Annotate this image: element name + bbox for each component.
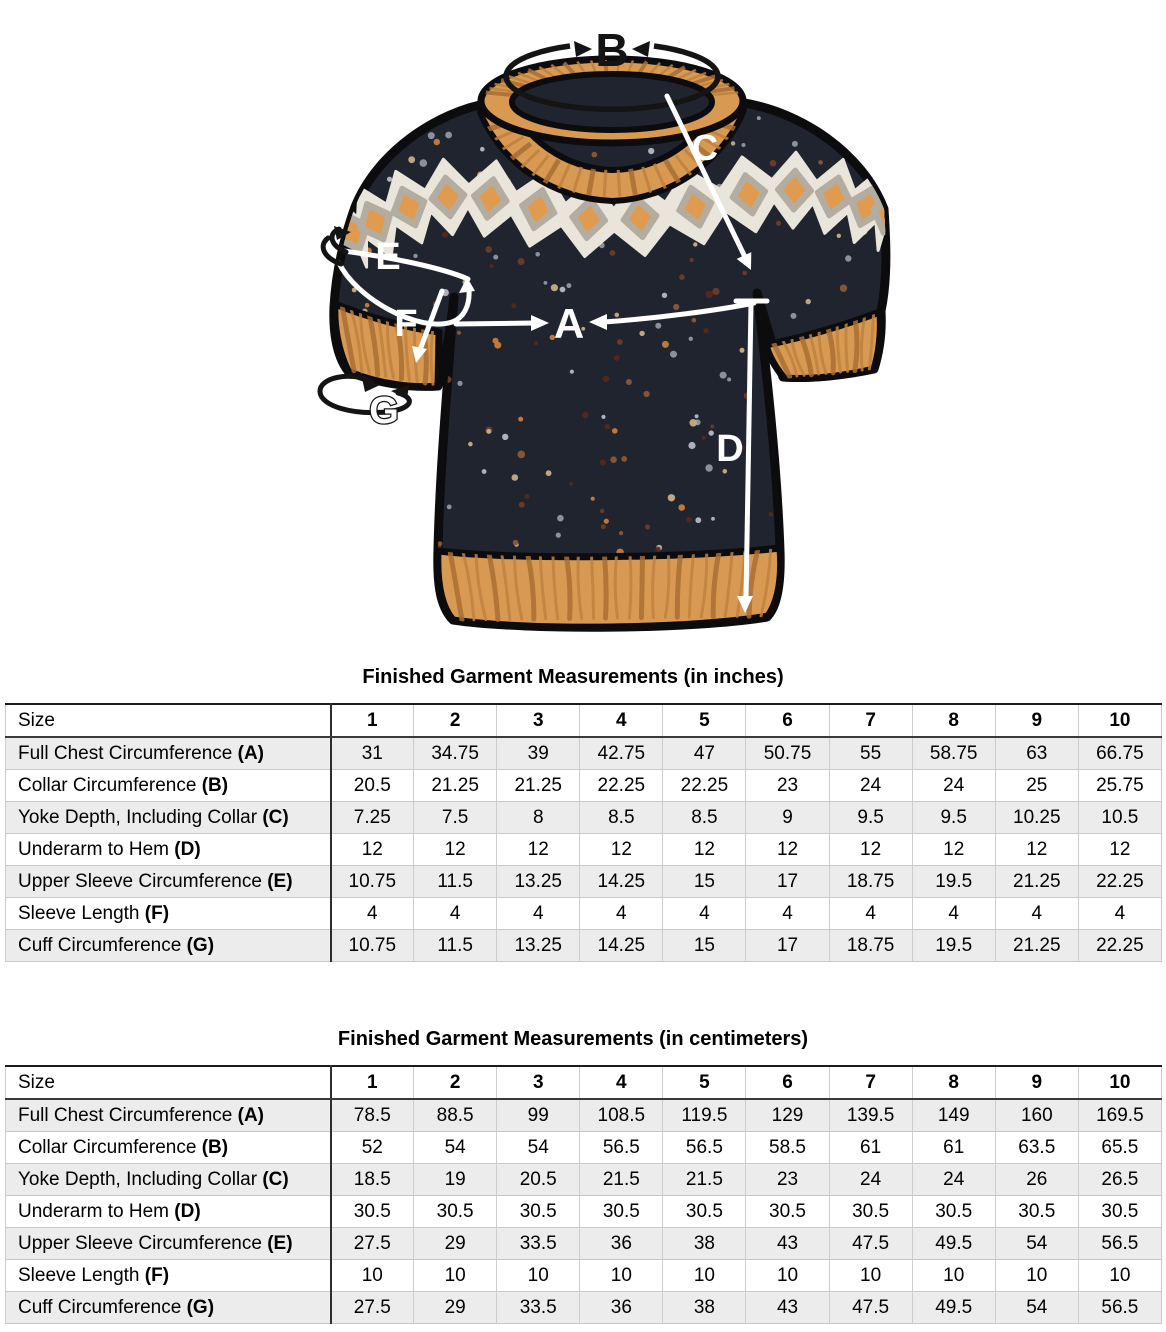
- size-column-header: 2: [414, 704, 497, 737]
- value-cell: 47.5: [829, 1228, 912, 1260]
- value-cell: 14.25: [580, 930, 663, 962]
- value-cell: 56.5: [1078, 1228, 1161, 1260]
- size-column-header: 9: [995, 1066, 1078, 1099]
- value-cell: 36: [580, 1292, 663, 1324]
- table-row: [6, 1196, 1162, 1228]
- row-label-cell: [6, 1164, 331, 1196]
- value-cell: 7.5: [414, 802, 497, 834]
- value-cell: 10.75: [331, 930, 414, 962]
- row-label: Full Chest Circumference: [18, 1104, 233, 1126]
- label-length-d: D: [716, 428, 744, 470]
- value-cell: 12: [331, 834, 414, 866]
- row-label: Yoke Depth, Including Collar: [18, 1168, 258, 1190]
- value-cell: 10.75: [331, 866, 414, 898]
- value-cell: 17: [746, 866, 829, 898]
- value-cell: 30.5: [497, 1196, 580, 1228]
- value-cell: 10: [995, 1260, 1078, 1292]
- size-column-header: 6: [746, 704, 829, 737]
- value-cell: 21.25: [497, 770, 580, 802]
- value-cell: 19.5: [912, 930, 995, 962]
- value-cell: 54: [497, 1132, 580, 1164]
- value-cell: 30.5: [414, 1196, 497, 1228]
- value-cell: 50.75: [746, 737, 829, 770]
- value-cell: 19: [414, 1164, 497, 1196]
- value-cell: 10: [331, 1260, 414, 1292]
- size-column-header: 3: [497, 1066, 580, 1099]
- row-label: Cuff Circumference: [18, 1296, 182, 1318]
- value-cell: 30.5: [331, 1196, 414, 1228]
- row-letter: (A): [237, 1104, 265, 1126]
- value-cell: 17: [746, 930, 829, 962]
- value-cell: 25: [995, 770, 1078, 802]
- value-cell: 149: [912, 1099, 995, 1132]
- value-cell: 31: [331, 737, 414, 770]
- header-row: [6, 704, 1162, 737]
- row-letter: (E): [267, 870, 293, 892]
- value-cell: 65.5: [1078, 1132, 1161, 1164]
- size-column-header: 6: [746, 1066, 829, 1099]
- value-cell: 58.5: [746, 1132, 829, 1164]
- size-column-header: 8: [912, 1066, 995, 1099]
- size-column-header: 7: [829, 704, 912, 737]
- value-cell: 8.5: [580, 802, 663, 834]
- row-letter: (C): [262, 1168, 289, 1190]
- row-label-cell: [6, 1132, 331, 1164]
- value-cell: 11.5: [414, 930, 497, 962]
- row-letter: (E): [267, 1232, 293, 1254]
- value-cell: 52: [331, 1132, 414, 1164]
- value-cell: 4: [1078, 898, 1161, 930]
- value-cell: 63.5: [995, 1132, 1078, 1164]
- value-cell: 10: [912, 1260, 995, 1292]
- row-label: Sleeve Length: [18, 902, 140, 924]
- size-column-header: 8: [912, 704, 995, 737]
- value-cell: 13.25: [497, 866, 580, 898]
- value-cell: 10: [580, 1260, 663, 1292]
- value-cell: 129: [746, 1099, 829, 1132]
- row-label-cell: [6, 737, 331, 770]
- label-cuff-g: G: [369, 390, 399, 432]
- value-cell: 30.5: [995, 1196, 1078, 1228]
- value-cell: 61: [912, 1132, 995, 1164]
- row-label: Underarm to Hem: [18, 838, 169, 860]
- row-letter: (F): [144, 902, 170, 924]
- size-column-header: 7: [829, 1066, 912, 1099]
- row-label: Underarm to Hem: [18, 1200, 169, 1222]
- row-label: Full Chest Circumference: [18, 742, 233, 764]
- value-cell: 23: [746, 770, 829, 802]
- value-cell: 38: [663, 1228, 746, 1260]
- value-cell: 4: [414, 898, 497, 930]
- label-collar-b: B: [595, 24, 629, 76]
- value-cell: 4: [331, 898, 414, 930]
- row-label-cell: [6, 930, 331, 962]
- value-cell: 24: [829, 770, 912, 802]
- size-column-header: 1: [331, 704, 414, 737]
- value-cell: 30.5: [663, 1196, 746, 1228]
- row-label-cell: [6, 1292, 331, 1324]
- value-cell: 29: [414, 1228, 497, 1260]
- value-cell: 12: [746, 834, 829, 866]
- value-cell: 4: [912, 898, 995, 930]
- row-label-cell: [6, 770, 331, 802]
- value-cell: 22.25: [1078, 930, 1161, 962]
- cm-table-title: Finished Garment Measurements (in centimeters): [337, 1028, 809, 1050]
- value-cell: 30.5: [912, 1196, 995, 1228]
- table-row: [6, 802, 1162, 834]
- label-sleeve-length-f: F: [394, 303, 418, 345]
- value-cell: 33.5: [497, 1228, 580, 1260]
- value-cell: 66.75: [1078, 737, 1161, 770]
- table-row: [6, 1099, 1162, 1132]
- value-cell: 8: [497, 802, 580, 834]
- row-label: Cuff Circumference: [18, 934, 182, 956]
- label-chest-a: A: [553, 300, 585, 347]
- value-cell: 54: [414, 1132, 497, 1164]
- value-cell: 4: [995, 898, 1078, 930]
- value-cell: 10.5: [1078, 802, 1161, 834]
- table-row: [6, 866, 1162, 898]
- table-row: [6, 1292, 1162, 1324]
- value-cell: 10: [1078, 1260, 1161, 1292]
- size-column-header: 4: [580, 1066, 663, 1099]
- value-cell: 27.5: [331, 1228, 414, 1260]
- size-column-header: 10: [1078, 704, 1161, 737]
- value-cell: 36: [580, 1228, 663, 1260]
- value-cell: 10: [829, 1260, 912, 1292]
- header-row: [6, 1066, 1162, 1099]
- row-label-cell: [6, 866, 331, 898]
- row-label: Collar Circumference: [18, 774, 197, 796]
- value-cell: 19.5: [912, 866, 995, 898]
- value-cell: 21.5: [663, 1164, 746, 1196]
- value-cell: 54: [995, 1292, 1078, 1324]
- value-cell: 4: [497, 898, 580, 930]
- value-cell: 99: [497, 1099, 580, 1132]
- row-letter: (G): [186, 934, 215, 956]
- table-row: [6, 770, 1162, 802]
- table-row: [6, 1260, 1162, 1292]
- table-row: [6, 930, 1162, 962]
- value-cell: 56.5: [663, 1132, 746, 1164]
- table-row: [6, 898, 1162, 930]
- value-cell: 21.5: [580, 1164, 663, 1196]
- value-cell: 27.5: [331, 1292, 414, 1324]
- value-cell: 58.75: [912, 737, 995, 770]
- value-cell: 42.75: [580, 737, 663, 770]
- value-cell: 24: [829, 1164, 912, 1196]
- value-cell: 39: [497, 737, 580, 770]
- value-cell: 4: [746, 898, 829, 930]
- row-letter: (B): [201, 1136, 229, 1158]
- row-label-cell: [6, 1260, 331, 1292]
- row-label: Yoke Depth, Including Collar: [18, 806, 258, 828]
- value-cell: 14.25: [580, 866, 663, 898]
- row-label-cell: [6, 1228, 331, 1260]
- value-cell: 15: [663, 866, 746, 898]
- value-cell: 10.25: [995, 802, 1078, 834]
- value-cell: 12: [580, 834, 663, 866]
- value-cell: 21.25: [995, 930, 1078, 962]
- value-cell: 56.5: [1078, 1292, 1161, 1324]
- value-cell: 61: [829, 1132, 912, 1164]
- table-row: [6, 1164, 1162, 1196]
- value-cell: 38: [663, 1292, 746, 1324]
- size-header-cell: Size: [6, 1066, 331, 1099]
- value-cell: 30.5: [1078, 1196, 1161, 1228]
- value-cell: 119.5: [663, 1099, 746, 1132]
- value-cell: 29: [414, 1292, 497, 1324]
- value-cell: 26: [995, 1164, 1078, 1196]
- value-cell: 4: [580, 898, 663, 930]
- value-cell: 9.5: [912, 802, 995, 834]
- value-cell: 22.25: [580, 770, 663, 802]
- value-cell: 9.5: [829, 802, 912, 834]
- value-cell: 12: [1078, 834, 1161, 866]
- value-cell: 25.75: [1078, 770, 1161, 802]
- size-column-header: 5: [663, 704, 746, 737]
- value-cell: 30.5: [580, 1196, 663, 1228]
- row-label-cell: [6, 1099, 331, 1132]
- value-cell: 26.5: [1078, 1164, 1161, 1196]
- value-cell: 18.75: [829, 866, 912, 898]
- value-cell: 139.5: [829, 1099, 912, 1132]
- hem-band: [438, 548, 781, 627]
- value-cell: 18.5: [331, 1164, 414, 1196]
- value-cell: 49.5: [912, 1228, 995, 1260]
- value-cell: 10: [746, 1260, 829, 1292]
- value-cell: 10: [663, 1260, 746, 1292]
- size-header-cell: Size: [6, 704, 331, 737]
- value-cell: 108.5: [580, 1099, 663, 1132]
- value-cell: 54: [995, 1228, 1078, 1260]
- row-letter: (A): [237, 742, 265, 764]
- value-cell: 21.25: [414, 770, 497, 802]
- value-cell: 34.75: [414, 737, 497, 770]
- value-cell: 10: [497, 1260, 580, 1292]
- table-row: [6, 1228, 1162, 1260]
- row-label: Sleeve Length: [18, 1264, 140, 1286]
- value-cell: 10: [414, 1260, 497, 1292]
- row-label: Upper Sleeve Circumference: [18, 1232, 262, 1254]
- value-cell: 18.75: [829, 930, 912, 962]
- inches-table-title: Finished Garment Measurements (in inches): [362, 666, 784, 688]
- size-column-header: 3: [497, 704, 580, 737]
- value-cell: 88.5: [414, 1099, 497, 1132]
- value-cell: 33.5: [497, 1292, 580, 1324]
- value-cell: 30.5: [746, 1196, 829, 1228]
- size-column-header: 5: [663, 1066, 746, 1099]
- value-cell: 9: [746, 802, 829, 834]
- value-cell: 56.5: [580, 1132, 663, 1164]
- value-cell: 22.25: [1078, 866, 1161, 898]
- value-cell: 49.5: [912, 1292, 995, 1324]
- value-cell: 12: [663, 834, 746, 866]
- value-cell: 24: [912, 770, 995, 802]
- value-cell: 47: [663, 737, 746, 770]
- size-column-header: 9: [995, 704, 1078, 737]
- value-cell: 12: [497, 834, 580, 866]
- row-label-cell: [6, 898, 331, 930]
- value-cell: 63: [995, 737, 1078, 770]
- row-label-cell: [6, 834, 331, 866]
- value-cell: 12: [829, 834, 912, 866]
- value-cell: 78.5: [331, 1099, 414, 1132]
- value-cell: 15: [663, 930, 746, 962]
- row-letter: (B): [201, 774, 229, 796]
- value-cell: 55: [829, 737, 912, 770]
- row-label-cell: [6, 1196, 331, 1228]
- value-cell: 23: [746, 1164, 829, 1196]
- value-cell: 12: [995, 834, 1078, 866]
- value-cell: 22.25: [663, 770, 746, 802]
- size-column-header: 2: [414, 1066, 497, 1099]
- table-row: [6, 834, 1162, 866]
- value-cell: 7.25: [331, 802, 414, 834]
- value-cell: 20.5: [331, 770, 414, 802]
- value-cell: 13.25: [497, 930, 580, 962]
- value-cell: 12: [414, 834, 497, 866]
- sweater-schematic: [0, 0, 1166, 660]
- row-letter: (D): [174, 838, 201, 860]
- value-cell: 11.5: [414, 866, 497, 898]
- label-sleeve-e: E: [375, 236, 401, 278]
- cm-table: [5, 1065, 1162, 1324]
- size-column-header: 4: [580, 704, 663, 737]
- row-label-cell: [6, 802, 331, 834]
- row-label: Collar Circumference: [18, 1136, 197, 1158]
- label-yoke-c: C: [692, 127, 718, 168]
- row-letter: (D): [174, 1200, 201, 1222]
- value-cell: 20.5: [497, 1164, 580, 1196]
- value-cell: 4: [663, 898, 746, 930]
- value-cell: 8.5: [663, 802, 746, 834]
- size-column-header: 10: [1078, 1066, 1161, 1099]
- value-cell: 160: [995, 1099, 1078, 1132]
- value-cell: 4: [829, 898, 912, 930]
- value-cell: 12: [912, 834, 995, 866]
- row-letter: (F): [144, 1264, 170, 1286]
- size-column-header: 1: [331, 1066, 414, 1099]
- value-cell: 24: [912, 1164, 995, 1196]
- value-cell: 21.25: [995, 866, 1078, 898]
- value-cell: 30.5: [829, 1196, 912, 1228]
- inches-table: [5, 703, 1162, 962]
- table-row: [6, 737, 1162, 770]
- row-label: Upper Sleeve Circumference: [18, 870, 262, 892]
- value-cell: 47.5: [829, 1292, 912, 1324]
- value-cell: 43: [746, 1228, 829, 1260]
- row-letter: (C): [262, 806, 289, 828]
- table-row: [6, 1132, 1162, 1164]
- value-cell: 43: [746, 1292, 829, 1324]
- value-cell: 169.5: [1078, 1099, 1161, 1132]
- row-letter: (G): [186, 1296, 215, 1318]
